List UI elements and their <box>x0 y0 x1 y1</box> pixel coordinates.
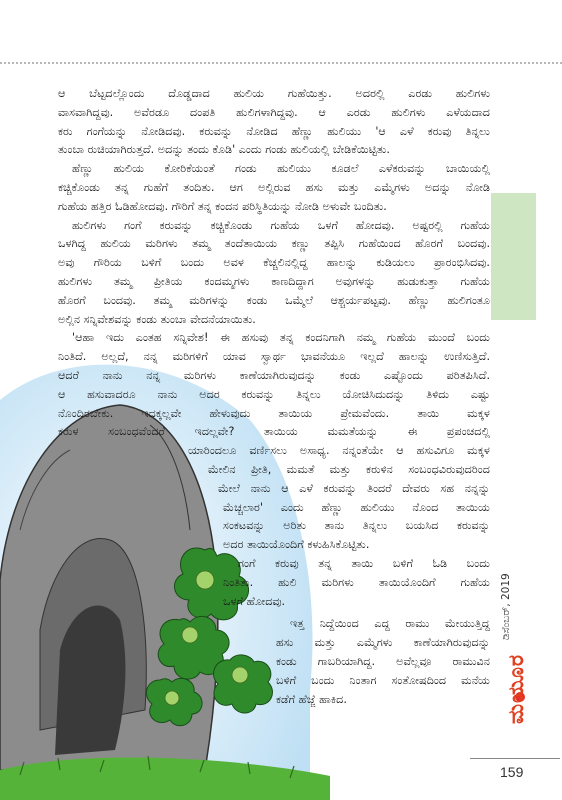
text-line: ಯಾರಿಂದಲೂ ವರ್ಣಿಸಲು ಅಸಾಧ್ಯ. ನನ್ನಂತೆಯೇ ಆ ಹಸುವಿಗೂ ಮಕ್ಕಳ <box>188 444 490 458</box>
text-line: ಹಸು ಮತ್ತು ಎಮ್ಮೆಗಳು ಕಾಣೆಯಾಗಿರುವುದನ್ನು <box>276 636 490 650</box>
text-line: ಹೆಣ್ಣು ಹುಲಿಯ ಕೋರಿಕೆಯಂತೆ ಗಂಡು ಹುಲಿಯು ಕೂಡಲೆ ಎಳೆಕರುವನ್ನು ಬಾಯಿಯಲ್ಲಿ <box>72 162 490 176</box>
text-line: ಆ ಹಸುವಾದರೂ ನಾನು ಅದರ ಕರುವನ್ನು ತಿನ್ನಲು ಯೋಚಿಸಿದುದನ್ನು ತಿಳಿದು ಎಷ್ಟು <box>58 387 490 401</box>
text-line: 'ಆಹಾ ಇದು ಎಂತಹ ಸನ್ನಿವೇಶ! ಈ ಹಸುವು ತನ್ನ ಕಂದನಿಗಾಗಿ ನಮ್ಮ ಗುಹೆಯ ಮುಂದೆ ಬಂದು <box>72 331 490 345</box>
text-line: ಹುಲಿಗಳು ತಮ್ಮ ಪ್ರೀತಿಯ ಕಂದಮ್ಮಗಳು ಕಾಣದಿದ್ದಾಗ ಅವುಗಳನ್ನು ಹುಡುಕುತ್ತಾ ಗುಹೆಯ <box>58 274 490 288</box>
text-line: ಇತ್ತ ನಿದ್ದೆಯಿಂದ ಎದ್ದ ರಾಮು ಮೇಯುತ್ತಿದ್ದ <box>290 617 490 631</box>
text-line: ಬಳಿಗೆ ಬಂದು ನಿಂತಾಗ ಸಂತೋಷದಿಂದ ಮನೆಯ <box>276 673 490 687</box>
text-line: ಗಂಗೆ ಕರುವು ತನ್ನ ತಾಯಿ ಬಳಿಗೆ ಓಡಿ ಬಂದು <box>238 556 490 570</box>
text-line: ಒಳಗೆ ಹೋದವು. <box>223 594 286 608</box>
text-line: ಅದರ ತಾಯಿಯೊಂದಿಗೆ ಕಳುಹಿಸಿಕೊಟ್ಟಿತು. <box>223 538 370 552</box>
text-line: ಮೇಲಿನ ಪ್ರೀತಿ, ಮಮತೆ ಮತ್ತು ಕರುಳಿನ ಸಂಬಂಧವಿರುವುದರಿಂದ <box>208 462 490 476</box>
text-line: ತುಂಬಾ ರುಚಿಯಾಗಿರುತ್ತದೆ. ಅದನ್ನು ತಂದು ಕೊಡಿ' ಎಂದು ಗಂಡು ಹುಲಿಯಲ್ಲಿ ಬೇಡಿಕೆಯಿಟ್ಟಿತು. <box>58 143 390 157</box>
text-line: ಕರುಳ ಸಂಬಂಧವೆಂದರೆ ಇದಲ್ಲವೇ? ತಾಯಿಯ ಮಮತೆಯನ್ನು ಈ ಪ್ರಪಂಚದಲ್ಲಿ <box>58 425 490 439</box>
paragraph-5 <box>58 555 490 611</box>
text-line: ಕರು ಗಂಗೆಯನ್ನು ನೋಡಿದವು. ಕರುವನ್ನು ನೋಡಿದ ಹೆಣ್ಣು ಹುಲಿಯು 'ಆ ಎಳೆ ಕರುವು ತಿನ್ನಲು <box>58 124 490 138</box>
text-line: ನೊಂದಿರಬೇಕು. ಇದಕ್ಕಲ್ಲವೇ ಹೇಳುವುದು ತಾಯಿಯ ಪ್ರೇಮವೆಂದು. ತಾಯಿ ಮಕ್ಕಳ <box>58 406 490 420</box>
text-line: ಆ ಬೆಟ್ಟದಲ್ಲೊಂದು ದೊಡ್ಡದಾದ ಹುಲಿಯ ಗುಹೆಯಿತ್ತು. ಅದರಲ್ಲಿ ಎರಡು ಹುಲಿಗಳು <box>58 87 490 100</box>
text-line: ಅಲ್ಲಿನ ಸನ್ನಿವೇಶವನ್ನು ಕಂಡು ತುಂಬಾ ವೇದನೆಯಾಯಿತು. <box>58 312 256 326</box>
text-line: ಮೇಲೆ ನಾನು ಆ ಎಳೆ ಕರುವನ್ನು ತಿಂದರೆ ದೇವರು ಸಹ ನನ್ನನ್ನು <box>218 481 490 495</box>
paragraph-1 <box>58 85 490 160</box>
story-body <box>58 85 490 709</box>
side-color-tab <box>491 193 536 320</box>
text-line: ಕಡೆಗೆ ಹೆಜ್ಜೆ ಹಾಕಿದ. <box>276 692 347 706</box>
text-line: ಕಚ್ಚಿಕೊಂಡು ತನ್ನ ಗುಹೆಗೆ ತಂದಿತು. ಆಗ ಅಲ್ಲಿರುವ ಹಸು ಮತ್ತು ಎಮ್ಮೆಗಳು ಅದನ್ನು ನೋಡಿ <box>58 180 490 194</box>
text-line: ಆದರೆ ನಾನು ನನ್ನ ಮರಿಗಳು ಕಾಣೆಯಾಗಿರುವುದನ್ನು ಕಂಡು ಎಷ್ಟೊಂದು ಪರಿತಪಿಸಿದೆ. <box>58 368 490 382</box>
text-line: ಮೆಚ್ಚಲಾರ' ಎಂದು ಹೆಣ್ಣು ಹುಲಿಯು ನೊಂದ ತಾಯಿಯ <box>223 500 490 514</box>
text-line: ವಾಸವಾಗಿದ್ದವು. ಅವೆರಡೂ ದಂಪತಿ ಹುಲಿಗಳಾಗಿದ್ದವು. ಆ ಎರಡು ಹುಲಿಗಳು ಎಳೆಯದಾದ <box>58 105 490 119</box>
text-line: ಕಂಡು ಗಾಬರಿಯಾಗಿದ್ದ. ಅವೆಲ್ಲವೂ ರಾಮುವಿನ <box>276 654 490 668</box>
text-line: ನಿಂತಿದೆ. ಅಲ್ಲದೆ, ನನ್ನ ಮರಿಗಳಿಗೆ ಯಾವ ಸ್ವಾರ್ಥ ಭಾವನೆಯೂ ಇಲ್ಲದೆ ಹಾಲನ್ನು ಉಣಿಸುತ್ತಿದೆ. <box>58 350 490 364</box>
paragraph-3 <box>58 217 490 330</box>
text-line: ಸಂಕಟವನ್ನು ಅರಿತು ತಾನು ತಿನ್ನಲು ಬಯಸಿದ ಕರುವನ್ನು <box>223 519 490 533</box>
paragraph-2 <box>58 160 490 216</box>
footer-rule <box>470 758 560 759</box>
issue-date: ಡಿಸೆಂಬರ್, 2019 <box>500 573 512 640</box>
text-line: ಹೊರಗೆ ಬಂದವು. ತಮ್ಮ ಮರಿಗಳನ್ನು ಕಂಡು ಒಮ್ಮೆಲೆ ಆಶ್ಚರ್ಯಪಟ್ಟವು. ಹೆಣ್ಣು ಹುಲಿಗಂತೂ <box>58 293 490 307</box>
paragraph-4 <box>58 329 490 555</box>
text-line: ಒಳಗಿದ್ದ ಹುಲಿಯ ಮರಿಗಳು ತಮ್ಮ ತಂದೆತಾಯಿಯ ಕಣ್ಣು ತಪ್ಪಿಸಿ ಗುಹೆಯಿಂದ ಹೊರಗೆ ಬಂದವು. <box>58 237 490 251</box>
text-line: ಅವು ಗೌರಿಯ ಬಳಿಗೆ ಬಂದು ಅವಳ ಕೆಚ್ಚಲಿನಲ್ಲಿದ್ದ ಹಾಲನ್ನು ಕುಡಿಯಲು ಪ್ರಾರಂಭಿಸಿದವು. <box>58 256 490 270</box>
text-line: ನಿಂತಿತು. ಹುಲಿ ಮರಿಗಳು ತಾಯಿಯೊಂದಿಗೆ ಗುಹೆಯ <box>223 575 490 589</box>
text-line: ಹುಲಿಗಳು ಗಂಗೆ ಕರುವನ್ನು ಕಚ್ಚಿಕೊಂಡು ಗುಹೆಯ ಒಳಗೆ ಹೋದವು. ಅಷ್ಟರಲ್ಲಿ ಗುಹೆಯ <box>72 218 490 232</box>
paragraph-6 <box>58 615 490 709</box>
top-dotted-rule <box>0 62 562 64</box>
magazine-name: ಮಯೂರ <box>504 654 528 724</box>
page-number: 159 <box>500 764 524 780</box>
text-line: ಗುಹೆಯ ಹತ್ತಿರ ಓಡಿಹೋದವು. ಗೌರಿಗೆ ತನ್ನ ಕಂದನ ಪರಿಸ್ಥಿತಿಯನ್ನು ನೋಡಿ ಅಳುವೇ ಬಂದಿತು. <box>58 199 387 213</box>
